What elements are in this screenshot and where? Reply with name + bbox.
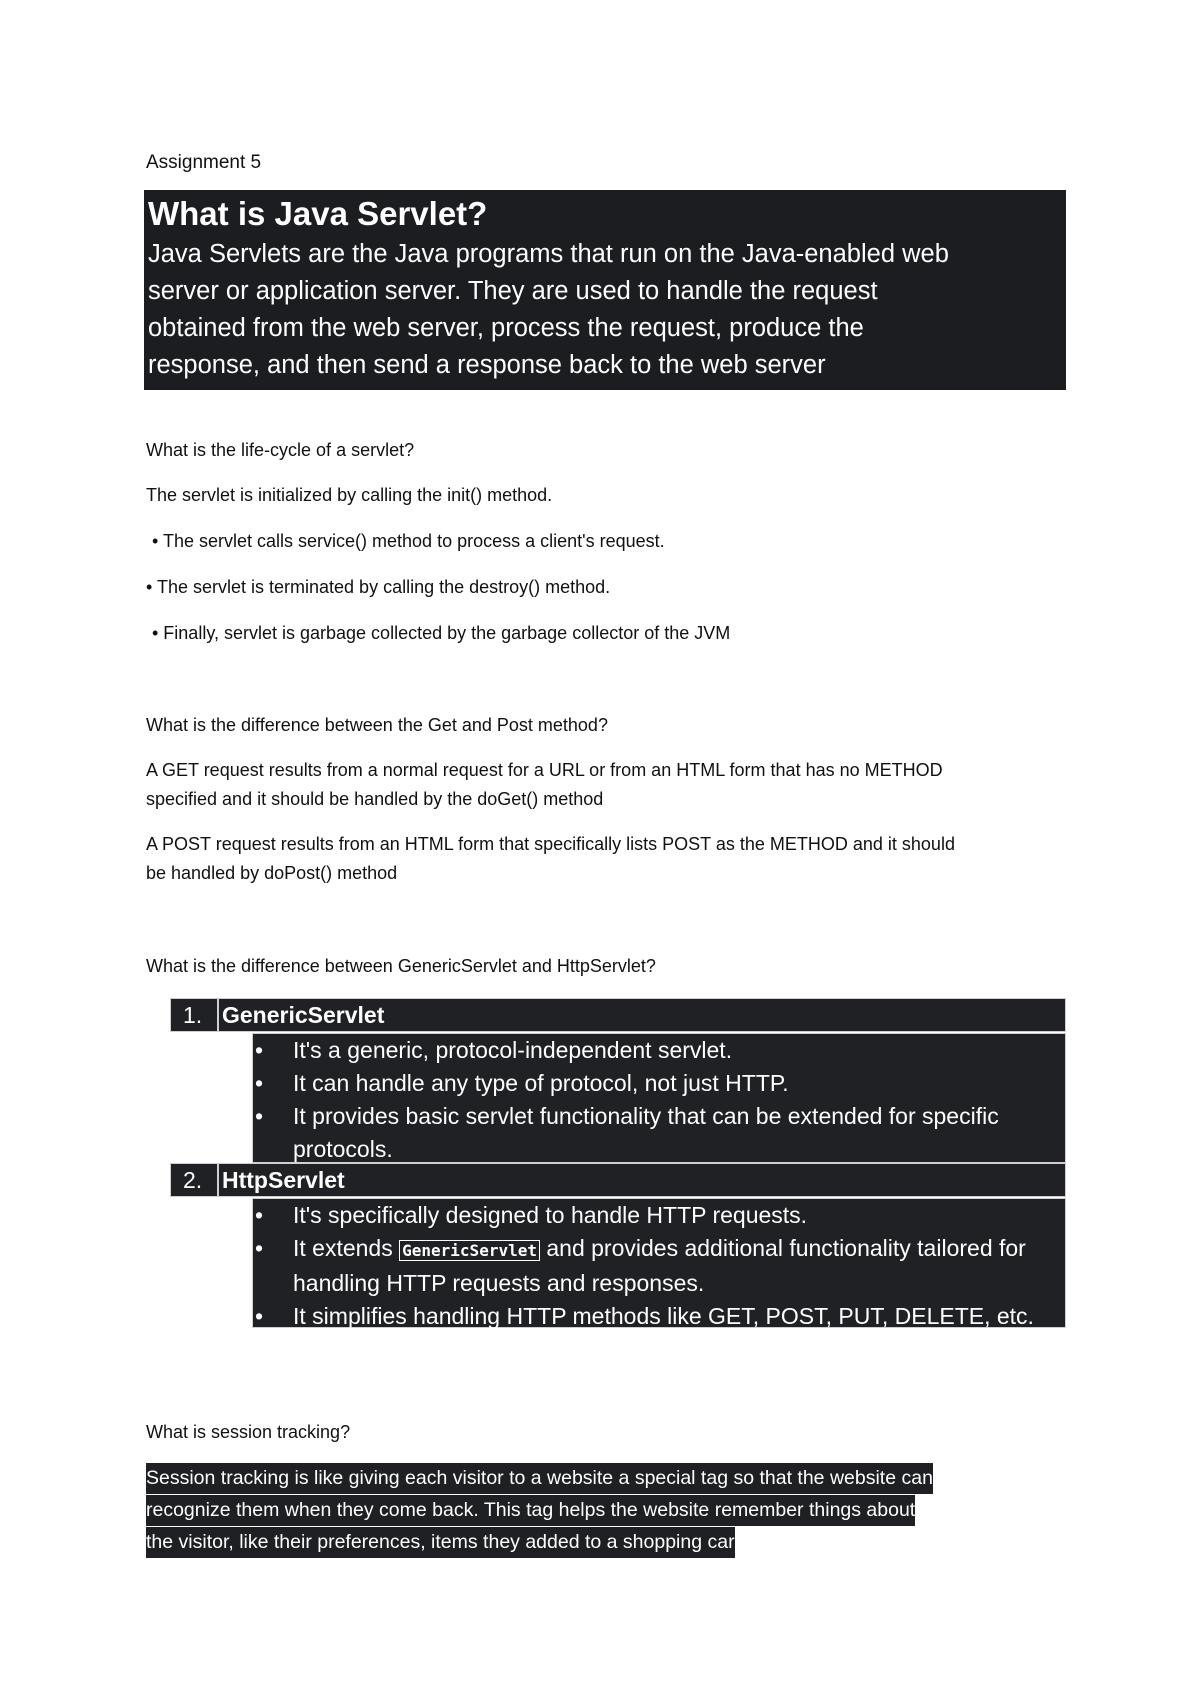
session-line: Session tracking is like giving each visitor to a website a special tag so that the website can <box>146 1463 933 1494</box>
http-item <box>253 1232 1053 1300</box>
generic-number: 1. <box>170 998 218 1032</box>
lifecycle-question: What is the life-cycle of a servlet? <box>146 440 415 460</box>
generic-servlet-code: GenericServlet <box>399 1240 540 1261</box>
get-line: A GET request results from a normal request for a URL or from an HTML form that has no METHOD <box>146 760 943 780</box>
http-item: • It simplifies handling HTTP methods like GET, POST, PUT, DELETE, etc. <box>253 1300 1065 1333</box>
session-line: the visitor, like their preferences, items they added to a shopping car <box>146 1527 735 1558</box>
generic-title-cell <box>218 998 1066 1032</box>
http-number: 2. <box>170 1163 218 1197</box>
intro-line: response, and then send a response back to the web server <box>148 351 826 379</box>
intro-line: server or application server. They are used to handle the request <box>148 277 878 305</box>
post-line: A POST request results from an HTML form that specifically lists POST as the METHOD and it should <box>146 834 955 854</box>
session-question: What is session tracking? <box>146 1422 351 1442</box>
lifecycle-bullet: • Finally, servlet is garbage collected by the garbage collector of the JVM <box>152 623 731 643</box>
http-item-text: It extends <box>293 1235 400 1261</box>
http-item-text: and provides additional functionality tailored for handling HTTP requests and responses. <box>293 1235 1026 1296</box>
get-line: specified and it should be handled by the doGet() method <box>146 789 604 809</box>
getpost-question: What is the difference between the Get and Post method? <box>146 715 608 735</box>
generic-items <box>252 1033 1066 1163</box>
post-line: be handled by doPost() method <box>146 863 398 883</box>
lifecycle-first: The servlet is initialized by calling the init() method. <box>146 485 553 505</box>
generic-item: • It provides basic servlet functionality that can be extended for specific protocols. <box>253 1100 1053 1166</box>
intro-line: obtained from the web server, process the request, produce the <box>148 314 864 342</box>
generic-item: • It's a generic, protocol-independent servlet. <box>253 1034 1065 1067</box>
intro-block <box>144 190 1066 390</box>
http-item: • It's specifically designed to handle HTTP requests. <box>253 1199 1065 1232</box>
generic-title: GenericServlet <box>222 1002 385 1028</box>
http-items <box>252 1198 1066 1328</box>
assignment-label: Assignment 5 <box>146 152 262 173</box>
servlets-question: What is the difference between GenericServlet and HttpServlet? <box>146 956 656 976</box>
generic-item: • It can handle any type of protocol, not just HTTP. <box>253 1067 1065 1100</box>
intro-title: What is Java Servlet? <box>148 195 488 232</box>
http-title-cell <box>218 1163 1066 1197</box>
intro-line: Java Servlets are the Java programs that run on the Java-enabled web <box>148 240 949 268</box>
lifecycle-bullet: • The servlet is terminated by calling the destroy() method. <box>146 577 611 597</box>
lifecycle-bullet: • The servlet calls service() method to process a client's request. <box>152 531 665 551</box>
http-title: HttpServlet <box>222 1167 345 1193</box>
session-line: recognize them when they come back. This tag helps the website remember things about <box>146 1495 915 1526</box>
